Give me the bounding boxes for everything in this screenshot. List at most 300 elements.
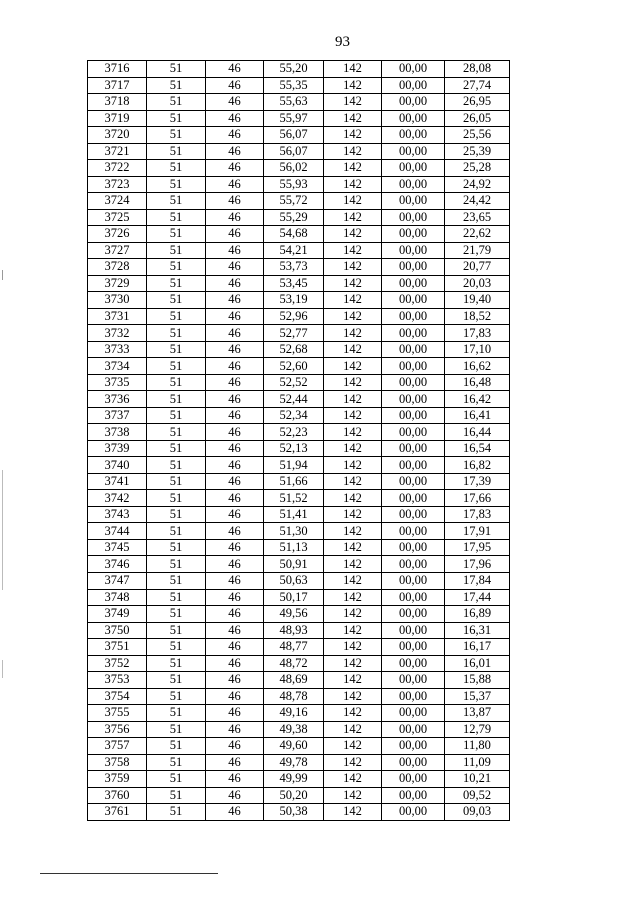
point-number-cell: 3753	[88, 672, 147, 689]
table-row	[88, 804, 510, 821]
table-row	[88, 688, 510, 705]
lat-deg-cell: 51	[147, 308, 206, 325]
lat-deg-cell: 51	[147, 754, 206, 771]
lon-min-cell: 00,00	[382, 77, 445, 94]
lat-sec-cell: 56,07	[264, 127, 324, 144]
lon-min-cell: 00,00	[382, 639, 445, 656]
lat-sec-cell: 53,45	[264, 275, 324, 292]
lat-sec-cell: 51,94	[264, 457, 324, 474]
lat-min-cell: 46	[206, 424, 264, 441]
lat-deg-cell: 51	[147, 341, 206, 358]
point-number-cell: 3738	[88, 424, 147, 441]
lon-min-cell: 00,00	[382, 473, 445, 490]
lat-sec-cell: 52,68	[264, 341, 324, 358]
lon-sec-cell: 20,77	[445, 259, 510, 276]
table-row	[88, 721, 510, 738]
lon-sec-cell: 11,80	[445, 738, 510, 755]
lon-deg-cell: 142	[324, 721, 382, 738]
point-number-cell: 3735	[88, 374, 147, 391]
lat-min-cell: 46	[206, 242, 264, 259]
lon-min-cell: 00,00	[382, 61, 445, 78]
lon-sec-cell: 09,52	[445, 787, 510, 804]
lat-min-cell: 46	[206, 325, 264, 342]
lat-min-cell: 46	[206, 705, 264, 722]
lon-deg-cell: 142	[324, 771, 382, 788]
lon-sec-cell: 15,37	[445, 688, 510, 705]
lat-deg-cell: 51	[147, 292, 206, 309]
lat-deg-cell: 51	[147, 94, 206, 111]
point-number-cell: 3744	[88, 523, 147, 540]
point-number-cell: 3732	[88, 325, 147, 342]
table-row	[88, 209, 510, 226]
lon-sec-cell: 16,42	[445, 391, 510, 408]
lat-min-cell: 46	[206, 110, 264, 127]
lon-min-cell: 00,00	[382, 226, 445, 243]
lon-min-cell: 00,00	[382, 358, 445, 375]
lon-min-cell: 00,00	[382, 374, 445, 391]
table-row	[88, 424, 510, 441]
lat-min-cell: 46	[206, 160, 264, 177]
lat-sec-cell: 52,77	[264, 325, 324, 342]
lat-deg-cell: 51	[147, 705, 206, 722]
lon-min-cell: 00,00	[382, 407, 445, 424]
lat-min-cell: 46	[206, 672, 264, 689]
lat-deg-cell: 51	[147, 374, 206, 391]
lon-min-cell: 00,00	[382, 771, 445, 788]
lat-deg-cell: 51	[147, 424, 206, 441]
lat-min-cell: 46	[206, 176, 264, 193]
table-row	[88, 143, 510, 160]
lon-min-cell: 00,00	[382, 94, 445, 111]
point-number-cell: 3717	[88, 77, 147, 94]
lon-min-cell: 00,00	[382, 572, 445, 589]
lat-sec-cell: 48,93	[264, 622, 324, 639]
lat-sec-cell: 48,78	[264, 688, 324, 705]
point-number-cell: 3756	[88, 721, 147, 738]
lon-min-cell: 00,00	[382, 259, 445, 276]
lat-min-cell: 46	[206, 556, 264, 573]
point-number-cell: 3752	[88, 655, 147, 672]
lon-deg-cell: 142	[324, 539, 382, 556]
lat-sec-cell: 54,68	[264, 226, 324, 243]
lat-sec-cell: 55,29	[264, 209, 324, 226]
lon-deg-cell: 142	[324, 110, 382, 127]
lon-deg-cell: 142	[324, 639, 382, 656]
table-row	[88, 440, 510, 457]
lon-deg-cell: 142	[324, 308, 382, 325]
lat-deg-cell: 51	[147, 804, 206, 821]
lat-sec-cell: 49,16	[264, 705, 324, 722]
point-number-cell: 3726	[88, 226, 147, 243]
lat-min-cell: 46	[206, 473, 264, 490]
lat-deg-cell: 51	[147, 639, 206, 656]
lat-sec-cell: 50,38	[264, 804, 324, 821]
lon-min-cell: 00,00	[382, 589, 445, 606]
coordinates-table-body	[88, 61, 510, 821]
lat-sec-cell: 49,60	[264, 738, 324, 755]
lat-sec-cell: 51,41	[264, 506, 324, 523]
lon-deg-cell: 142	[324, 622, 382, 639]
page-number: 93	[335, 34, 350, 50]
lon-deg-cell: 142	[324, 259, 382, 276]
lon-min-cell: 00,00	[382, 341, 445, 358]
lat-sec-cell: 51,52	[264, 490, 324, 507]
point-number-cell: 3734	[88, 358, 147, 375]
lon-deg-cell: 142	[324, 606, 382, 623]
point-number-cell: 3748	[88, 589, 147, 606]
table-row	[88, 572, 510, 589]
lat-sec-cell: 56,02	[264, 160, 324, 177]
lon-sec-cell: 10,21	[445, 771, 510, 788]
lat-sec-cell: 53,73	[264, 259, 324, 276]
point-number-cell: 3760	[88, 787, 147, 804]
point-number-cell: 3754	[88, 688, 147, 705]
lon-min-cell: 00,00	[382, 754, 445, 771]
table-row	[88, 94, 510, 111]
table-row	[88, 655, 510, 672]
lat-min-cell: 46	[206, 209, 264, 226]
lon-deg-cell: 142	[324, 688, 382, 705]
lat-deg-cell: 51	[147, 622, 206, 639]
lon-sec-cell: 11,09	[445, 754, 510, 771]
point-number-cell: 3745	[88, 539, 147, 556]
point-number-cell: 3731	[88, 308, 147, 325]
point-number-cell: 3759	[88, 771, 147, 788]
lon-sec-cell: 16,48	[445, 374, 510, 391]
lon-min-cell: 00,00	[382, 556, 445, 573]
lon-deg-cell: 142	[324, 440, 382, 457]
lat-deg-cell: 51	[147, 259, 206, 276]
lon-deg-cell: 142	[324, 292, 382, 309]
lon-deg-cell: 142	[324, 556, 382, 573]
lon-deg-cell: 142	[324, 341, 382, 358]
point-number-cell: 3725	[88, 209, 147, 226]
lat-deg-cell: 51	[147, 209, 206, 226]
point-number-cell: 3755	[88, 705, 147, 722]
point-number-cell: 3739	[88, 440, 147, 457]
point-number-cell: 3740	[88, 457, 147, 474]
lat-sec-cell: 52,23	[264, 424, 324, 441]
lon-deg-cell: 142	[324, 523, 382, 540]
lat-min-cell: 46	[206, 804, 264, 821]
lat-sec-cell: 51,66	[264, 473, 324, 490]
lon-min-cell: 00,00	[382, 506, 445, 523]
lat-deg-cell: 51	[147, 473, 206, 490]
table-row	[88, 176, 510, 193]
lon-sec-cell: 16,17	[445, 639, 510, 656]
lat-deg-cell: 51	[147, 589, 206, 606]
lon-min-cell: 00,00	[382, 160, 445, 177]
lon-deg-cell: 142	[324, 589, 382, 606]
lon-deg-cell: 142	[324, 176, 382, 193]
lon-deg-cell: 142	[324, 325, 382, 342]
point-number-cell: 3741	[88, 473, 147, 490]
lat-deg-cell: 51	[147, 738, 206, 755]
table-row	[88, 77, 510, 94]
lat-min-cell: 46	[206, 308, 264, 325]
scan-edge-mark	[2, 470, 3, 590]
lat-sec-cell: 50,17	[264, 589, 324, 606]
lon-min-cell: 00,00	[382, 275, 445, 292]
lat-deg-cell: 51	[147, 358, 206, 375]
point-number-cell: 3742	[88, 490, 147, 507]
table-row	[88, 589, 510, 606]
lon-min-cell: 00,00	[382, 308, 445, 325]
lon-min-cell: 00,00	[382, 457, 445, 474]
lon-min-cell: 00,00	[382, 127, 445, 144]
lat-deg-cell: 51	[147, 407, 206, 424]
lon-deg-cell: 142	[324, 672, 382, 689]
lat-min-cell: 46	[206, 490, 264, 507]
lat-min-cell: 46	[206, 738, 264, 755]
footnote-separator	[40, 873, 218, 874]
lat-min-cell: 46	[206, 143, 264, 160]
lat-deg-cell: 51	[147, 606, 206, 623]
lat-min-cell: 46	[206, 341, 264, 358]
lon-sec-cell: 26,95	[445, 94, 510, 111]
table-row	[88, 127, 510, 144]
lat-min-cell: 46	[206, 94, 264, 111]
lon-min-cell: 00,00	[382, 688, 445, 705]
lat-min-cell: 46	[206, 374, 264, 391]
lon-min-cell: 00,00	[382, 325, 445, 342]
lat-min-cell: 46	[206, 407, 264, 424]
lat-deg-cell: 51	[147, 325, 206, 342]
lat-deg-cell: 51	[147, 721, 206, 738]
lon-min-cell: 00,00	[382, 655, 445, 672]
table-row	[88, 110, 510, 127]
lat-sec-cell: 55,63	[264, 94, 324, 111]
lat-min-cell: 46	[206, 606, 264, 623]
lat-min-cell: 46	[206, 688, 264, 705]
lat-deg-cell: 51	[147, 176, 206, 193]
lat-sec-cell: 51,30	[264, 523, 324, 540]
lon-deg-cell: 142	[324, 572, 382, 589]
lat-deg-cell: 51	[147, 160, 206, 177]
table-row	[88, 606, 510, 623]
lon-deg-cell: 142	[324, 61, 382, 78]
point-number-cell: 3730	[88, 292, 147, 309]
table-row	[88, 341, 510, 358]
table-row	[88, 325, 510, 342]
lat-min-cell: 46	[206, 77, 264, 94]
lat-sec-cell: 55,93	[264, 176, 324, 193]
table-row	[88, 622, 510, 639]
lat-sec-cell: 50,20	[264, 787, 324, 804]
lon-deg-cell: 142	[324, 77, 382, 94]
lat-deg-cell: 51	[147, 556, 206, 573]
point-number-cell: 3737	[88, 407, 147, 424]
lat-sec-cell: 51,13	[264, 539, 324, 556]
lon-min-cell: 00,00	[382, 523, 445, 540]
lon-min-cell: 00,00	[382, 391, 445, 408]
table-row	[88, 506, 510, 523]
lat-sec-cell: 50,63	[264, 572, 324, 589]
lat-min-cell: 46	[206, 506, 264, 523]
lat-sec-cell: 49,38	[264, 721, 324, 738]
point-number-cell: 3733	[88, 341, 147, 358]
lon-sec-cell: 17,39	[445, 473, 510, 490]
lat-min-cell: 46	[206, 457, 264, 474]
lat-min-cell: 46	[206, 622, 264, 639]
table-row	[88, 771, 510, 788]
table-row	[88, 539, 510, 556]
lat-deg-cell: 51	[147, 77, 206, 94]
table-row	[88, 226, 510, 243]
lat-sec-cell: 53,19	[264, 292, 324, 309]
lat-min-cell: 46	[206, 539, 264, 556]
lat-sec-cell: 49,56	[264, 606, 324, 623]
lat-sec-cell: 48,72	[264, 655, 324, 672]
lat-sec-cell: 52,60	[264, 358, 324, 375]
table-row	[88, 738, 510, 755]
lat-min-cell: 46	[206, 787, 264, 804]
lon-deg-cell: 142	[324, 457, 382, 474]
lon-min-cell: 00,00	[382, 292, 445, 309]
table-row	[88, 754, 510, 771]
table-row	[88, 61, 510, 78]
lon-min-cell: 00,00	[382, 804, 445, 821]
lon-deg-cell: 142	[324, 94, 382, 111]
lon-sec-cell: 16,62	[445, 358, 510, 375]
lat-min-cell: 46	[206, 226, 264, 243]
lat-deg-cell: 51	[147, 787, 206, 804]
point-number-cell: 3722	[88, 160, 147, 177]
table-row	[88, 374, 510, 391]
lon-min-cell: 00,00	[382, 539, 445, 556]
lon-sec-cell: 20,03	[445, 275, 510, 292]
lon-deg-cell: 142	[324, 787, 382, 804]
point-number-cell: 3728	[88, 259, 147, 276]
lon-deg-cell: 142	[324, 275, 382, 292]
table-row	[88, 490, 510, 507]
lat-min-cell: 46	[206, 523, 264, 540]
lat-sec-cell: 55,72	[264, 193, 324, 210]
lon-sec-cell: 12,79	[445, 721, 510, 738]
lat-sec-cell: 56,07	[264, 143, 324, 160]
lon-sec-cell: 15,88	[445, 672, 510, 689]
point-number-cell: 3747	[88, 572, 147, 589]
lat-sec-cell: 49,99	[264, 771, 324, 788]
lat-deg-cell: 51	[147, 242, 206, 259]
lon-sec-cell: 23,65	[445, 209, 510, 226]
lon-sec-cell: 25,56	[445, 127, 510, 144]
table-row	[88, 160, 510, 177]
lat-deg-cell: 51	[147, 506, 206, 523]
lon-min-cell: 00,00	[382, 143, 445, 160]
point-number-cell: 3749	[88, 606, 147, 623]
lon-min-cell: 00,00	[382, 242, 445, 259]
table-row	[88, 672, 510, 689]
lon-deg-cell: 142	[324, 209, 382, 226]
lat-sec-cell: 48,69	[264, 672, 324, 689]
point-number-cell: 3721	[88, 143, 147, 160]
point-number-cell: 3716	[88, 61, 147, 78]
lat-deg-cell: 51	[147, 127, 206, 144]
lat-min-cell: 46	[206, 292, 264, 309]
lon-sec-cell: 09,03	[445, 804, 510, 821]
lon-min-cell: 00,00	[382, 110, 445, 127]
table-row	[88, 193, 510, 210]
table-row	[88, 457, 510, 474]
lat-min-cell: 46	[206, 259, 264, 276]
lon-sec-cell: 17,91	[445, 523, 510, 540]
lon-deg-cell: 142	[324, 804, 382, 821]
lon-min-cell: 00,00	[382, 622, 445, 639]
lat-min-cell: 46	[206, 127, 264, 144]
lon-deg-cell: 142	[324, 506, 382, 523]
lon-sec-cell: 18,52	[445, 308, 510, 325]
lon-sec-cell: 17,83	[445, 325, 510, 342]
scan-edge-mark	[2, 660, 3, 678]
table-row	[88, 473, 510, 490]
lon-min-cell: 00,00	[382, 176, 445, 193]
lon-deg-cell: 142	[324, 407, 382, 424]
lat-deg-cell: 51	[147, 572, 206, 589]
point-number-cell: 3743	[88, 506, 147, 523]
lon-sec-cell: 21,79	[445, 242, 510, 259]
lat-deg-cell: 51	[147, 672, 206, 689]
lon-sec-cell: 17,66	[445, 490, 510, 507]
table-row	[88, 292, 510, 309]
lat-deg-cell: 51	[147, 143, 206, 160]
point-number-cell: 3727	[88, 242, 147, 259]
lon-sec-cell: 16,44	[445, 424, 510, 441]
lon-sec-cell: 17,83	[445, 506, 510, 523]
lon-sec-cell: 13,87	[445, 705, 510, 722]
table-row	[88, 407, 510, 424]
table-row	[88, 308, 510, 325]
lon-deg-cell: 142	[324, 374, 382, 391]
point-number-cell: 3757	[88, 738, 147, 755]
lat-sec-cell: 54,21	[264, 242, 324, 259]
lat-sec-cell: 52,34	[264, 407, 324, 424]
lon-sec-cell: 16,82	[445, 457, 510, 474]
point-number-cell: 3723	[88, 176, 147, 193]
lon-deg-cell: 142	[324, 754, 382, 771]
lon-sec-cell: 24,92	[445, 176, 510, 193]
lon-deg-cell: 142	[324, 143, 382, 160]
table-row	[88, 523, 510, 540]
lat-min-cell: 46	[206, 572, 264, 589]
lon-min-cell: 00,00	[382, 490, 445, 507]
point-number-cell: 3724	[88, 193, 147, 210]
point-number-cell: 3718	[88, 94, 147, 111]
lon-sec-cell: 28,08	[445, 61, 510, 78]
lon-sec-cell: 16,54	[445, 440, 510, 457]
lon-min-cell: 00,00	[382, 672, 445, 689]
point-number-cell: 3720	[88, 127, 147, 144]
lon-sec-cell: 17,96	[445, 556, 510, 573]
lat-min-cell: 46	[206, 275, 264, 292]
lon-sec-cell: 17,84	[445, 572, 510, 589]
lon-sec-cell: 22,62	[445, 226, 510, 243]
lon-min-cell: 00,00	[382, 787, 445, 804]
lon-sec-cell: 16,31	[445, 622, 510, 639]
lat-deg-cell: 51	[147, 391, 206, 408]
lon-deg-cell: 142	[324, 705, 382, 722]
table-row	[88, 556, 510, 573]
lat-deg-cell: 51	[147, 457, 206, 474]
lon-min-cell: 00,00	[382, 721, 445, 738]
lat-min-cell: 46	[206, 655, 264, 672]
lon-min-cell: 00,00	[382, 705, 445, 722]
point-number-cell: 3761	[88, 804, 147, 821]
lon-min-cell: 00,00	[382, 209, 445, 226]
lon-deg-cell: 142	[324, 391, 382, 408]
lon-sec-cell: 19,40	[445, 292, 510, 309]
lon-deg-cell: 142	[324, 424, 382, 441]
